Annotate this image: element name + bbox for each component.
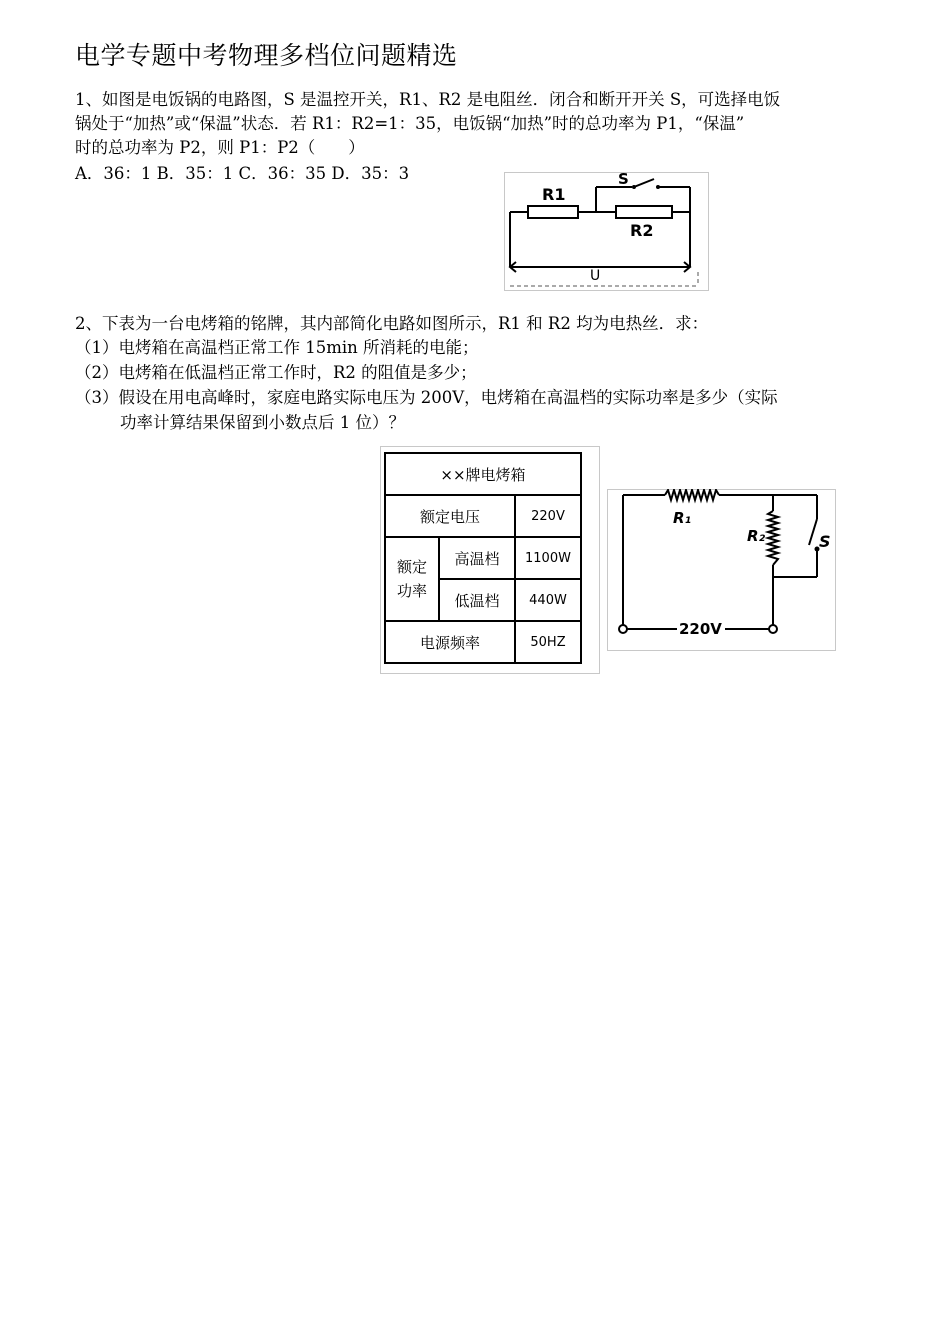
q1-line-1: 1、如图是电饭锅的电路图，S 是温控开关，R1、R2 是电阻丝．闭合和断开开关 S，可选择电饭 xyxy=(75,90,781,109)
r2-resistor xyxy=(768,511,778,565)
r1-label: R1 xyxy=(542,185,566,204)
q2-sub-2: （2）电烤箱在低温档正常工作时，R2 的阻值是多少； xyxy=(75,363,477,382)
r1-resistor xyxy=(528,206,578,218)
q2-sub-3a: （3）假设在用电高峰时，家庭电路实际电压为 200V，电烤箱在高温档的实际功率是多少（实际 xyxy=(75,388,778,407)
power-label-text: 额定功率 xyxy=(396,558,427,600)
r1-label: R₁ xyxy=(673,509,692,527)
low-label: 低温档 xyxy=(439,579,515,621)
u-label: U xyxy=(590,268,601,284)
high-value: 1100W xyxy=(515,537,581,579)
voltage-value: 220V xyxy=(515,495,581,537)
power-label xyxy=(385,537,439,621)
page-title: 电学专题中考物理多档位问题精选 xyxy=(75,41,458,70)
r2-resistor xyxy=(616,206,672,218)
q2-sub-3b: 功率计算结果保留到小数点后 1 位）？ xyxy=(120,413,405,432)
s-label: S xyxy=(819,532,831,551)
switch-s xyxy=(634,179,654,187)
q2-intro: 2、下表为一台电烤箱的铭牌，其内部简化电路如图所示，R1 和 R2 均为电热丝．求： xyxy=(75,314,709,333)
q2-circuit-diagram xyxy=(607,489,835,650)
s-label: S xyxy=(618,172,629,188)
r2-label: R₂ xyxy=(747,527,766,545)
freq-label: 电源频率 xyxy=(385,621,515,663)
q1-options: A．36：1 B．35：1 C．36：35 D．35：3 xyxy=(75,164,410,183)
r2-label: R2 xyxy=(630,221,654,240)
high-label: 高温档 xyxy=(439,537,515,579)
low-value: 440W xyxy=(515,579,581,621)
r1-resistor xyxy=(665,490,719,500)
freq-value: 50HZ xyxy=(515,621,581,663)
nameplate-table xyxy=(384,452,582,664)
switch-s xyxy=(809,519,817,545)
voltage-label: 220V xyxy=(679,620,722,638)
q1-circuit-diagram xyxy=(504,172,708,290)
nameplate-header: ××牌电烤箱 xyxy=(385,453,581,495)
voltage-label: 额定电压 xyxy=(385,495,515,537)
q1-line-2: 锅处于“加热”或“保温”状态．若 R1：R2=1：35，电饭锅“加热”时的总功率为 P1，“保温” xyxy=(75,114,745,133)
q2-sub-1: （1）电烤箱在高温档正常工作 15min 所消耗的电能； xyxy=(75,338,479,357)
q1-line-3: 时的总功率为 P2，则 P1：P2（ ） xyxy=(75,138,365,157)
